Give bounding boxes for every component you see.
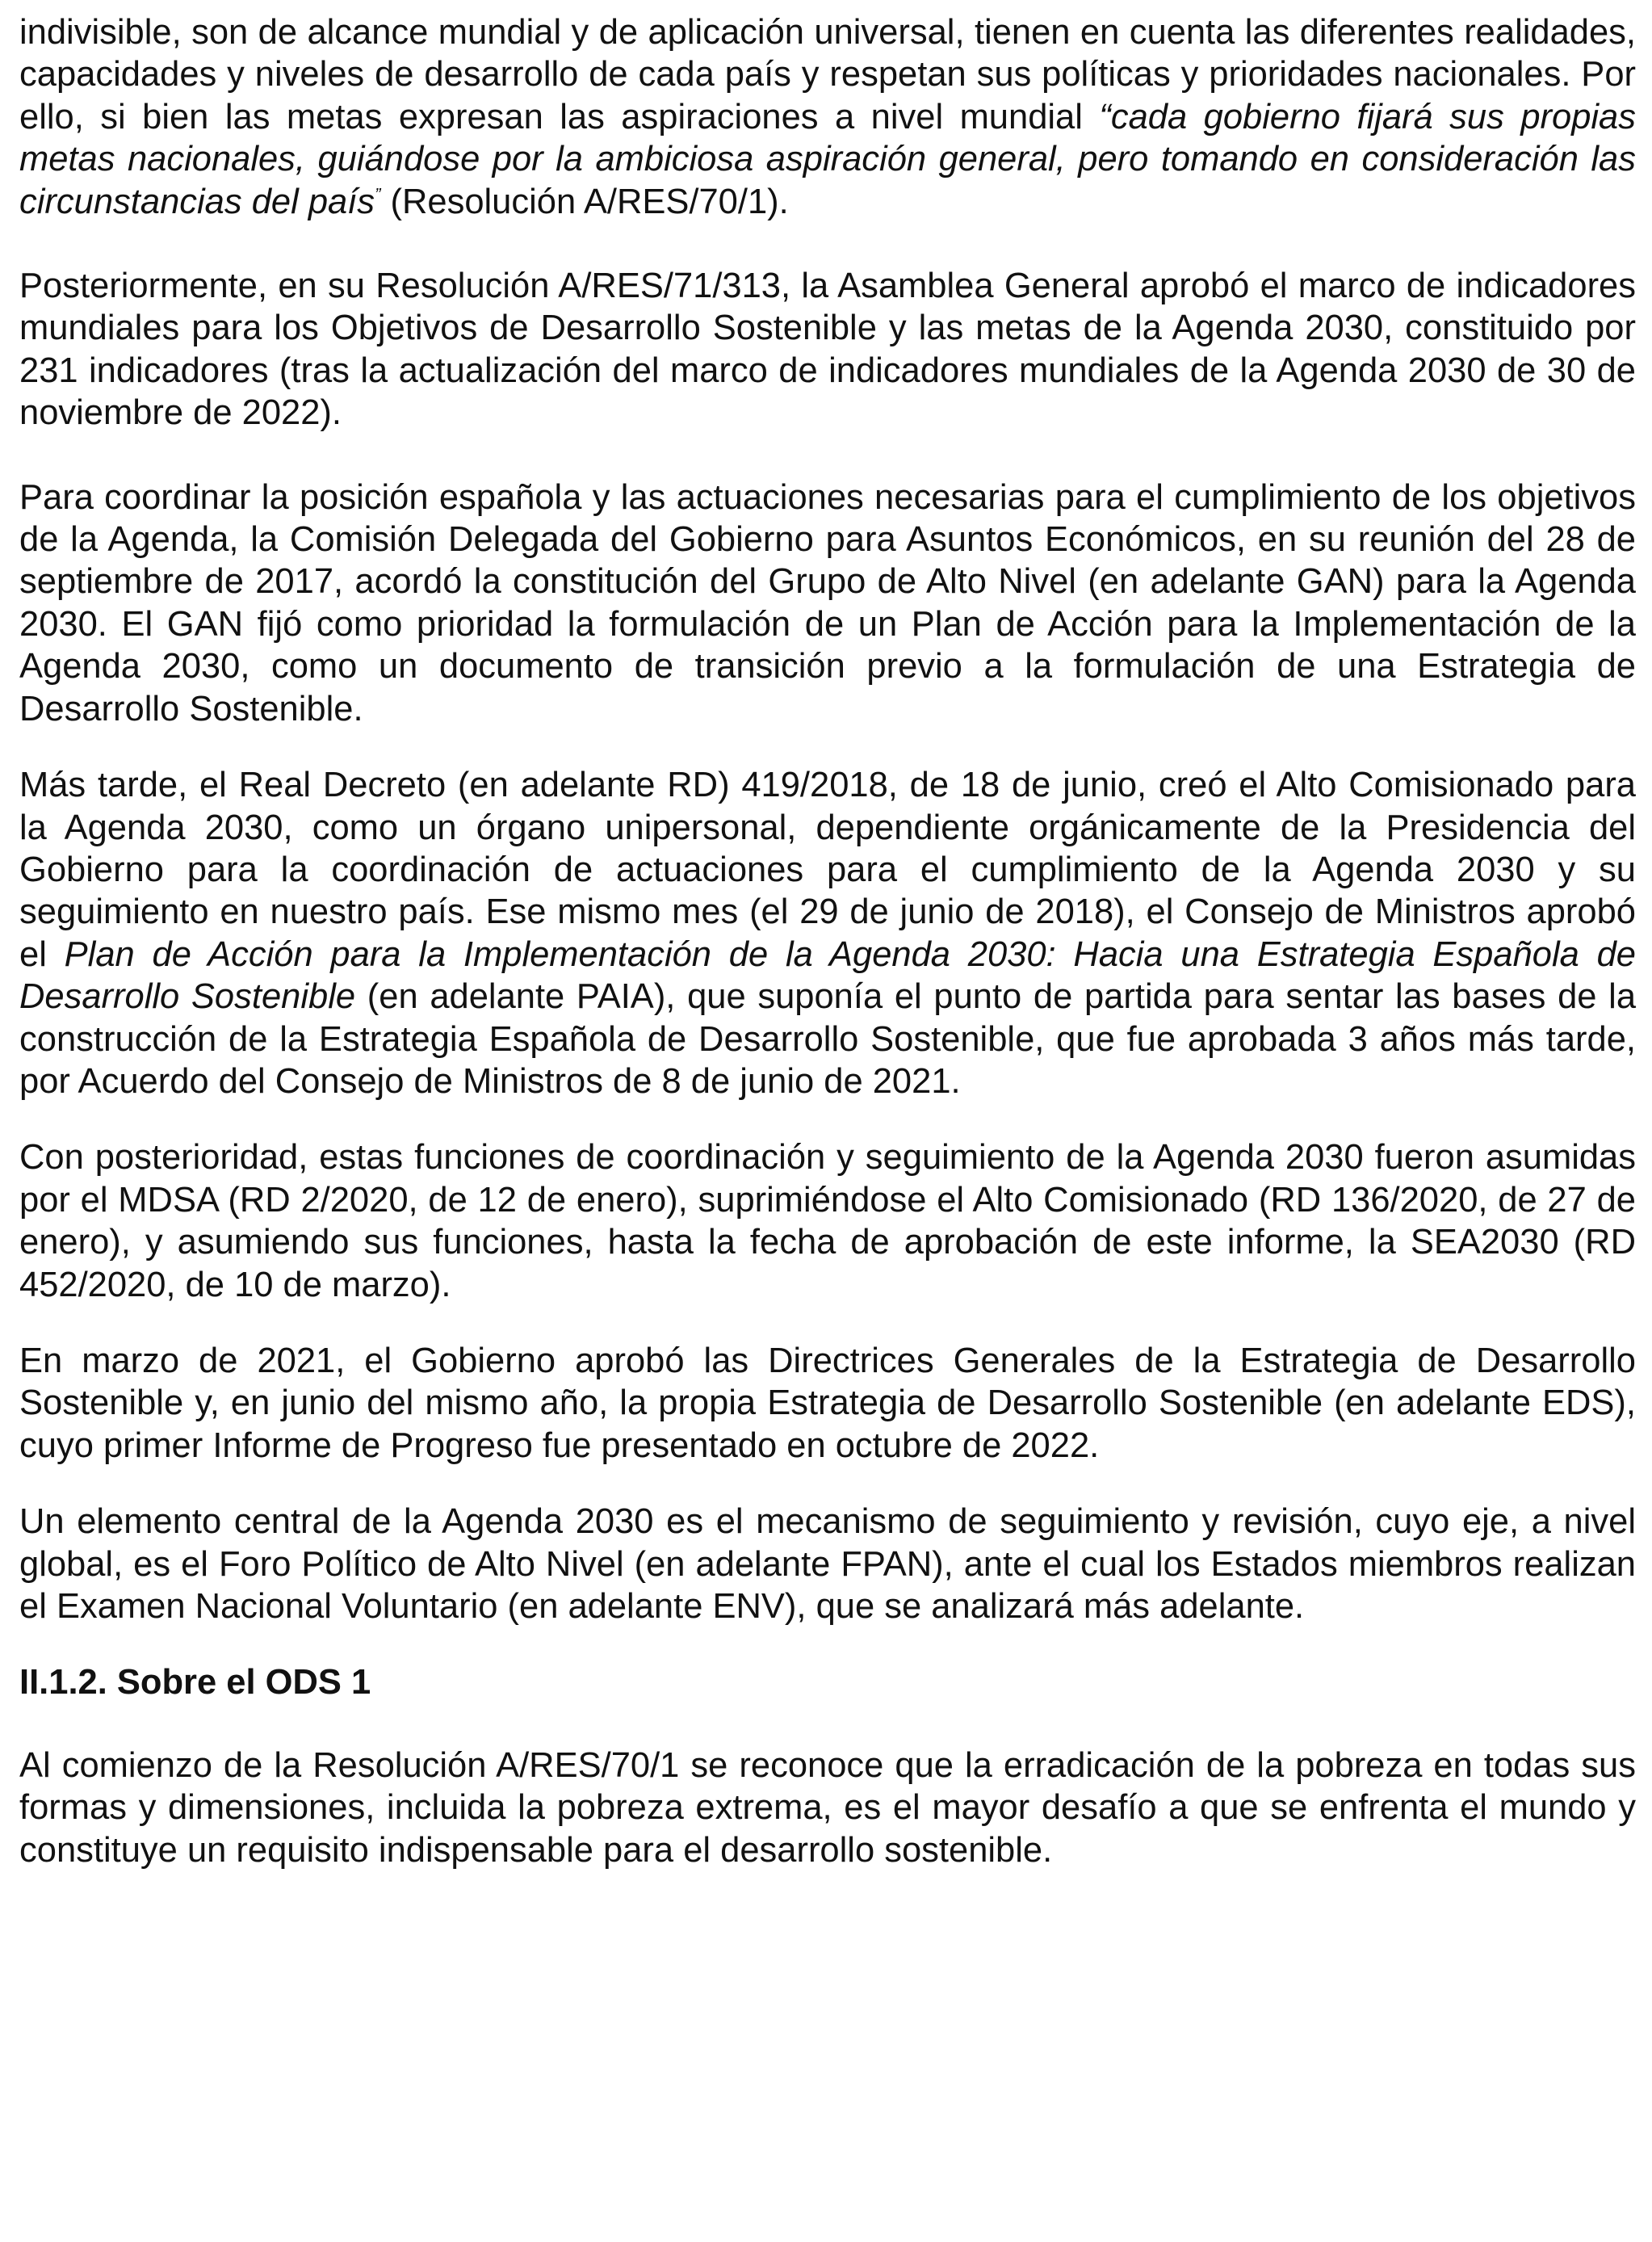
section-heading: II.1.2. Sobre el ODS 1 bbox=[19, 1663, 371, 1702]
paragraph-ods-characteristics bbox=[19, 11, 1636, 223]
resolution-quote: “cada gobierno fijará sus propias metas nacionales, guiándose por la ambiciosa aspiración general, pero tomando en consideración las circunstancias del país bbox=[19, 97, 1636, 221]
paragraph-follow-up-mechanism: Un elemento central de la Agenda 2030 es el mecanismo de seguimiento y revisión, cuyo eje, a nivel global, es el Foro Político de Alto Nivel (en adelante FPAN), ante el cual los Estados miembros realizan el Examen Nacional Voluntario (en adelante ENV), que se analizará más adelante. bbox=[19, 1502, 1636, 1626]
paragraph-text: indivisible, son de alcance mundial y de aplicación universal, tienen en cuenta las diferentes realidades, capacidades y niveles de desarrollo de cada país y respetan sus políticas y prioridades nacionales. Por ello, si bien las metas expresan las aspiraciones a nivel mundial bbox=[19, 13, 1636, 136]
paragraph-high-commissioner bbox=[19, 764, 1636, 1102]
paragraph-poverty-eradication: Al comienzo de la Resolución A/RES/70/1 se reconoce que la erradicación de la pobreza en todas sus formas y dimensiones, incluida la pobreza extrema, es el mayor desafío a que se enfrenta el mundo y constituye un requisito indispensable para el desarrollo sostenible. bbox=[19, 1745, 1636, 1870]
paragraph-mdsa-functions: Con posterioridad, estas funciones de coordinación y seguimiento de la Agenda 2030 fueron asumidas por el MDSA (RD 2/2020, de 12 de enero), suprimiéndose el Alto Comisionado (RD 136/2020, de 27 de enero), y asumiendo sus funciones, hasta la fecha de aprobación de este informe, la SEA2030 (RD 452/2020, de 10 de marzo). bbox=[19, 1138, 1636, 1304]
closing-quote-mark: ” bbox=[375, 184, 381, 205]
paragraph-text: (Resolución A/RES/70/1). bbox=[380, 182, 789, 221]
paragraph-text: (en adelante PAIA), que suponía el punto de partida para sentar las bases de la construcción de la Estrategia Española de Desarrollo Sostenible, que fue aprobada 3 años más tarde, por Acuerdo del Consejo de Ministros de 8 de junio de 2021. bbox=[19, 977, 1637, 1101]
paragraph-eds-strategy: En marzo de 2021, el Gobierno aprobó las Directrices Generales de la Estrategia de Desarrollo Sostenible y, en junio del mismo año, la propia Estrategia de Desarrollo Sostenible (en adelante EDS), cuyo primer Informe de Progreso fue presentado en octubre de 2022. bbox=[19, 1341, 1636, 1465]
paragraph-high-level-group: Para coordinar la posición española y las actuaciones necesarias para el cumplimiento de los objetivos de la Agenda, la Comisión Delegada del Gobierno para Asuntos Económicos, en su reunión del 28 de septiembre de 2017, acordó la constitución del Grupo de Alto Nivel (en adelante GAN) para la Agenda 2030. El GAN fijó como prioridad la formulación de un Plan de Acción para la Implementación de la Agenda 2030, como un documento de transición previo a la formulación de una Estrategia de Desarrollo Sostenible. bbox=[19, 477, 1636, 728]
document-page bbox=[19, 11, 1636, 1871]
paragraph-indicators-framework: Posteriormente, en su Resolución A/RES/71/313, la Asamblea General aprobó el marco de indicadores mundiales para los Objetivos de Desarrollo Sostenible y las metas de la Agenda 2030, constituido por 231 indicadores (tras la actualización del marco de indicadores mundiales de la Agenda 2030 de 30 de noviembre de 2022). bbox=[19, 267, 1636, 433]
plan-title: Plan de Acción para la Implementación de la Agenda 2030: Hacia una Estrategia Española de Desarrollo Sostenible bbox=[19, 934, 1636, 1017]
paragraph-text: Más tarde, el Real Decreto (en adelante RD) 419/2018, de 18 de junio, creó el Alto Comisionado para la Agenda 2030, como un órgano unipersonal, dependiente orgánicamente de la Presidencia del Gobierno para la coordinación de actuaciones para el cumplimiento de la Agenda 2030 y su seguimiento en nuestro país. Ese mismo mes (el 29 de junio de 2018), el Consejo de Ministros aprobó el bbox=[19, 766, 1636, 974]
